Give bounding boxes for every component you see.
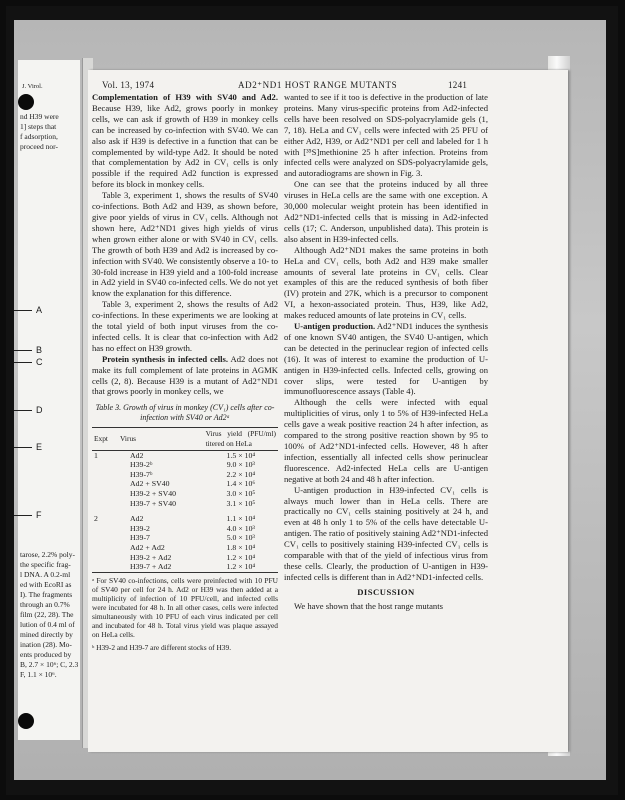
left-page-line: ed with EcoRI as	[20, 580, 72, 589]
table-row	[92, 499, 278, 509]
virus-cell: H39-2 + SV40	[130, 488, 177, 498]
page-number: 1241	[448, 80, 468, 90]
right-column	[284, 92, 488, 612]
expt-cell	[92, 470, 118, 480]
expt-cell: 2	[94, 514, 98, 524]
left-page-line: ents produced by	[20, 650, 72, 659]
virus-cell: Ad2	[130, 450, 144, 460]
left-column	[92, 92, 278, 652]
left-facing-page	[18, 60, 80, 740]
virus-cell: Ad2 + SV40	[130, 479, 170, 489]
paragraph: wanted to see if it too is defective in the production of late proteins. Many virus-specific proteins from Ad2-infected cells have been resolved on SDS-polyacrylamide gels (1, 7, 18). HeLa and CV₁ cells were infected with 25 PFU of either Ad2, H39, or Ad2⁺ND1 per cell and labeled for 1 h with [³⁵S]methionine 25 h after infection. Proteins from infected cells were analyzed on SDS-polyacrylamide gels, and autoradiograms are shown in Fig. 3.	[284, 92, 488, 179]
left-page-line: I). The fragments	[20, 590, 73, 599]
table-row	[92, 543, 278, 553]
virus-cell: Ad2 + Ad2	[130, 542, 165, 552]
table-header: Virus	[118, 428, 204, 450]
table-row	[92, 450, 278, 460]
section-heading: Complementation of H39 with SV40 and Ad2.	[92, 92, 278, 102]
table-row	[92, 489, 278, 499]
table-row	[92, 460, 278, 470]
virus-cell: H39-7ᵇ	[130, 469, 153, 479]
virus-cell: Ad2	[130, 514, 144, 524]
left-page-line: ination (28). Mo-	[20, 640, 72, 649]
left-page-line: mined directly by	[20, 630, 73, 639]
left-page-line: B, 2.7 × 10⁶; C, 2.3	[20, 660, 79, 669]
table-row	[92, 562, 278, 572]
virus-cell: H39-7	[130, 533, 150, 543]
left-page-line: f adsorption,	[20, 132, 58, 141]
journal-page	[88, 70, 568, 752]
running-head-left: Vol. 13, 1974	[102, 80, 155, 90]
yield-cell: 2.2 × 10⁴	[226, 469, 256, 479]
marker-label: A	[14, 305, 74, 315]
marker-label: D	[14, 405, 74, 415]
yield-cell: 3.0 × 10⁵	[226, 488, 256, 498]
table-header: Expt	[92, 428, 118, 450]
virus-cell: H39-7 + SV40	[130, 498, 177, 508]
paragraph: We have shown that the host range mutants	[294, 600, 443, 611]
table-row	[92, 524, 278, 534]
yield-cell: 4.0 × 10³	[226, 523, 255, 533]
yield-cell: 9.0 × 10³	[226, 460, 255, 470]
paragraph: Protein synthesis in infected cells. Ad2 does not make its full complement of late proteins in AGMK cells (2, 8). Because H39 is a mutant of Ad2⁺ND1 that grows poorly in monkey cells, we	[92, 353, 278, 397]
paragraph: U-antigen production. Ad2⁺ND1 induces the synthesis of one known SV40 antigen, the SV40 U-antigen, which can be detected in the perinuclear region of infected cells (16). It was of interest to examine the production of U-antigen in H39-infected cells. Infected cells, growing on cover slips, were tested for U-antigen by immunofluorescence assays (Table 4).	[284, 321, 488, 397]
yield-cell: 1.2 × 10⁴	[204, 562, 278, 572]
expt-cell: 1	[94, 450, 98, 460]
marker-label: E	[14, 442, 74, 452]
left-running-head: J. Virol.	[22, 83, 43, 90]
expt-cell	[92, 499, 118, 509]
paragraph: Although Ad2⁺ND1 makes the same proteins in both HeLa and CV₁ cells, both Ad2 and H39 make smaller amounts of several late proteins in CV₁ cells. Clear examples of this are the reduced synthesis of both fiber (IV) protein and 27K, which is a precursor to component VI, a hexon-associated protein. Thus, H39, like Ad2, makes reduced amounts of late proteins in CV₁ cells.	[284, 244, 488, 321]
section-heading: Protein synthesis in infected cells.	[102, 353, 229, 364]
punch-hole	[18, 94, 34, 110]
marker-label: B	[14, 345, 74, 355]
expt-cell	[92, 489, 118, 499]
left-page-line: through an 0.7%	[20, 600, 70, 609]
table-row	[92, 479, 278, 489]
virus-cell: H39-2ᵇ	[130, 460, 153, 470]
running-head-title: AD2⁺ND1 HOST RANGE MUTANTS	[238, 80, 398, 90]
expt-cell	[92, 562, 118, 572]
table-footnote: ᵃ For SV40 co-infections, cells were preinfected with 10 PFU of SV40 per cell for 24 h. Ad2 or H39 was then added at a multiplicity of infection of 10 PFU/cell, and infected cells were incubated for 48 h. In all other cases, cells were infected simultaneously with 10 PFU of each virus indicated per cell and incubated for 48 h. Total virus yield was plaque assayed on HeLa cells.	[92, 575, 278, 639]
yield-cell: 1.2 × 10⁴	[226, 552, 256, 562]
table-footnote: ᵇ H39-2 and H39-7 are different stocks of H39.	[92, 642, 232, 652]
left-page-line: F, 1.1 × 10⁶.	[20, 670, 57, 679]
yield-cell: 1.4 × 10⁶	[226, 479, 256, 489]
table-header: Virus yield (PFU/ml) titered on HeLa	[204, 428, 278, 450]
table-3	[92, 427, 278, 572]
section-heading: U-antigen production.	[294, 321, 376, 332]
paragraph: One can see that the proteins induced by all three viruses in HeLa cells are the same with one exception. A 30,000 molecular weight protein has been identified in Ad2⁺ND1-infected cells that is missing in Ad2-infected cells (17; C. Anderson, unpublished data). This protein is also absent in H39-infected cells.	[284, 179, 488, 244]
marker-label: C	[14, 357, 74, 367]
table-row	[92, 533, 278, 543]
table-row	[92, 514, 278, 524]
expt-cell	[92, 524, 118, 534]
left-page-line: lution of 0.4 ml of	[20, 620, 75, 629]
left-page-line: nd H39 were	[20, 112, 59, 121]
discussion-heading: DISCUSSION	[357, 586, 415, 597]
expt-cell	[92, 479, 118, 489]
paragraph: Table 3, experiment 1, shows the results of SV40 co-infections. Both Ad2 and H39, as shown before, give poor yields of virus in CV₁ cells. Although not shown here, Ad2⁺ND1 gives high yields of virus when grown either alone or with SV40 in CV₁ cells. The growth of both H39 and Ad2 is increased by co-infection with SV40. We consistently observe a 10- to 30-fold increase in H39 yield and a 100-fold increase in Ad2 yield in SV40 co-infected cells. We do not yet know the explanation for this difference.	[92, 190, 278, 299]
punch-hole	[18, 713, 34, 729]
left-page-line: 1] steps that	[20, 122, 57, 131]
yield-cell: 3.1 × 10⁵	[226, 498, 256, 508]
table-row	[92, 553, 278, 563]
expt-cell	[92, 460, 118, 470]
left-page-line: l DNA. A 0.2-ml	[20, 570, 71, 579]
paragraph: Table 3, experiment 2, shows the results of Ad2 co-infections. In these experiments we are looking at the total yield of both input viruses from the co-infected cells. It is clear that co-infection with Ad2 has no effect on H39 growth.	[92, 299, 278, 353]
yield-cell: 1.8 × 10⁴	[226, 542, 256, 552]
paragraph: Although the cells were infected with equal multiplicities of virus, only 1 to 5% of H39-infected HeLa cells gave a weak positive reaction 24 h after infection, as compared to the strong positive reaction shown by 95 to 100% of Ad2⁺ND1-infected cells. However, 48 h after infection, essentially all infected cells show perinuclear fluorescence. Ad2-infected HeLa cells are U-antigen negative at both 24 and 48 h after infection.	[284, 397, 488, 484]
left-page-line: film (22, 28). The	[20, 610, 74, 619]
yield-cell: 1.5 × 10⁴	[226, 450, 256, 460]
expt-cell	[92, 533, 118, 543]
left-page-line: proceed nor-	[20, 142, 58, 151]
paragraph: Complementation of H39 with SV40 and Ad2. Because H39, like Ad2, grows poorly in monkey cells, we can ask if growth of H39 in monkey cells can be increased by co-infection with SV40. We can also ask if H39 is defective in a function that can be complemented by wild-type Ad2. It should be noted that complementation by Ad2 in CV₁ cells is only possible if the required Ad2 function is expressed before its block in monkey cells.	[92, 92, 278, 190]
left-page-line: the specific frag-	[20, 560, 71, 569]
yield-cell: 1.1 × 10⁴	[226, 514, 256, 524]
marker-label: F	[14, 510, 74, 520]
expt-cell	[92, 553, 118, 563]
table-row	[92, 470, 278, 480]
expt-cell	[92, 543, 118, 553]
yield-cell: 5.0 × 10³	[226, 533, 255, 543]
left-page-line: tarose, 2.2% poly-	[20, 550, 75, 559]
paragraph: U-antigen production in H39-infected CV₁ cells is always much lower than in HeLa cells. There are practically no CV₁ cells staining positively at 24 h, and even at 48 h only 1 to 5% of the cells have detectable U-antigen. The ratio of positively staining Ad2⁺ND1-infected CV₁ cells to positively staining H39-infected CV₁ cells is comparable with that of the yield of infectious virus from these cells. Clearly, the production of U-antigen in H39-infected cells is different than in Ad2⁺ND1-infected cells.	[284, 484, 488, 582]
virus-cell: H39-2 + Ad2	[130, 552, 172, 562]
virus-cell: H39-2	[130, 523, 150, 533]
virus-cell: H39-7 + Ad2	[118, 562, 204, 572]
table-caption: Table 3. Growth of virus in monkey (CV₁) cells after co-infection with SV40 or Ad2ᵃ	[95, 403, 275, 423]
